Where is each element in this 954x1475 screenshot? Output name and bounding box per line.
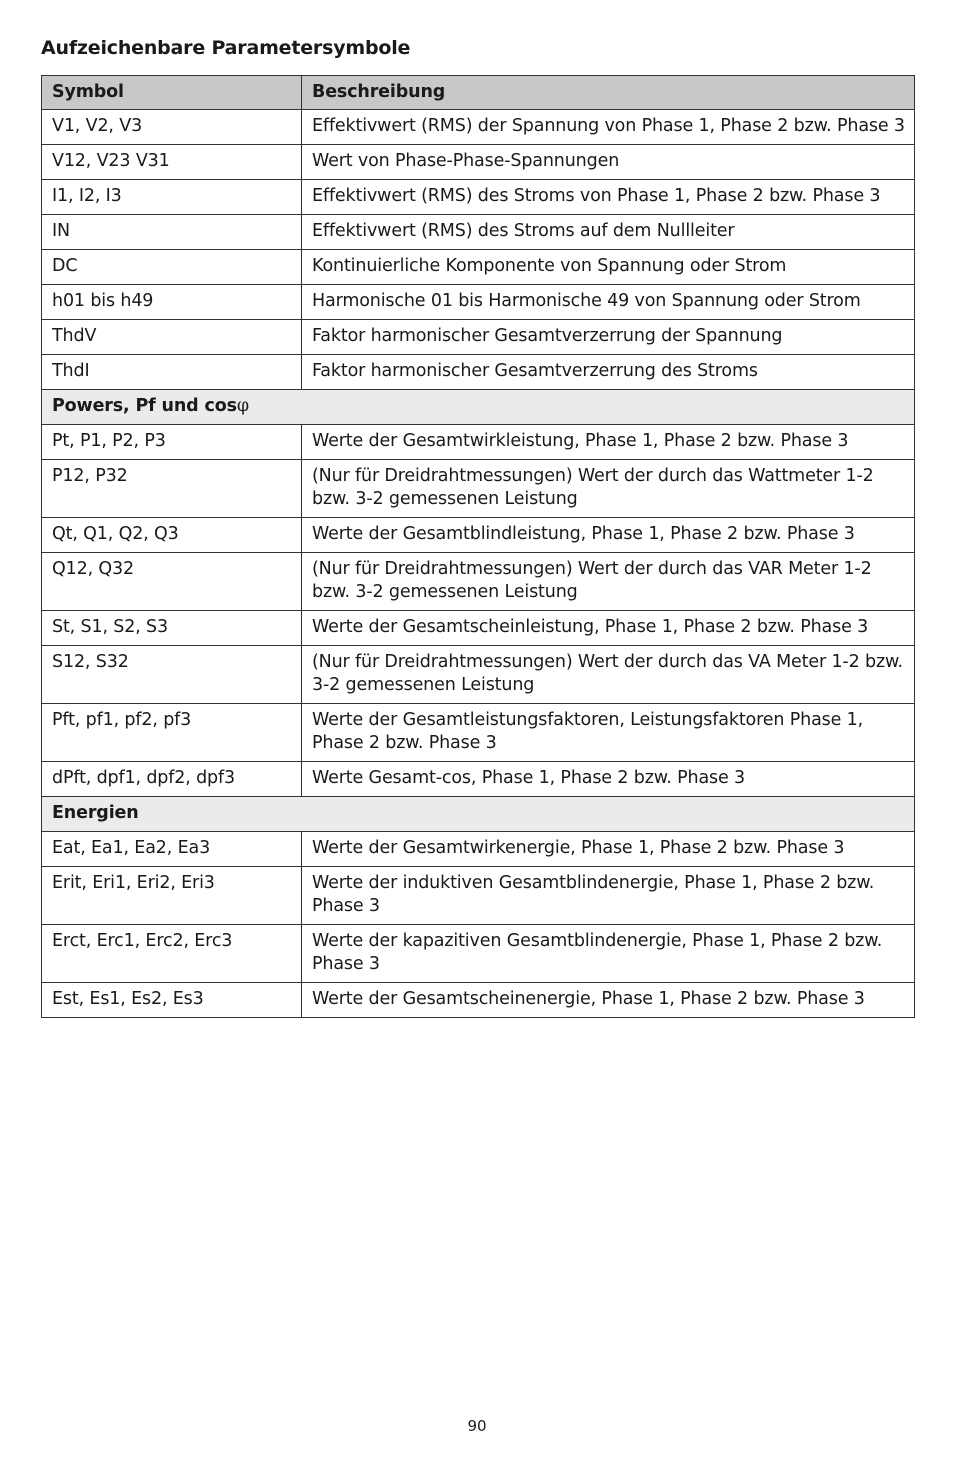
table-row [42, 925, 915, 983]
table-row [42, 285, 915, 320]
description-cell: Kontinuierliche Komponente von Spannung oder Strom [302, 250, 915, 285]
table-row [42, 518, 915, 553]
table-row [42, 460, 915, 518]
description-cell: Werte der Gesamtleistungsfaktoren, Leistungsfaktoren Phase 1, Phase 2 bzw. Phase 3 [302, 704, 915, 762]
description-cell: Effektivwert (RMS) des Stroms von Phase 1, Phase 2 bzw. Phase 3 [302, 180, 915, 215]
description-cell: Wert von Phase-Phase-Spannungen [302, 145, 915, 180]
symbol-cell: P12, P32 [42, 460, 302, 518]
description-cell: Werte der Gesamtblindleistung, Phase 1, Phase 2 bzw. Phase 3 [302, 518, 915, 553]
symbol-cell: Erct, Erc1, Erc2, Erc3 [42, 925, 302, 983]
description-cell: (Nur für Dreidrahtmessungen) Wert der durch das VA Meter 1-2 bzw. 3-2 gemessenen Leistung [302, 646, 915, 704]
table-row [42, 215, 915, 250]
description-cell: Werte der kapazitiven Gesamtblindenergie, Phase 1, Phase 2 bzw. Phase 3 [302, 925, 915, 983]
description-cell: Faktor harmonischer Gesamtverzerrung des Stroms [302, 355, 915, 390]
symbol-cell: Est, Es1, Es2, Es3 [42, 983, 302, 1018]
table-row [42, 867, 915, 925]
symbol-cell: ThdI [42, 355, 302, 390]
symbol-cell: St, S1, S2, S3 [42, 611, 302, 646]
table-row [42, 180, 915, 215]
table-row [42, 646, 915, 704]
symbol-cell: Pft, pf1, pf2, pf3 [42, 704, 302, 762]
section-label: Powers, Pf und cos [52, 396, 237, 416]
section-row-energies [42, 797, 915, 832]
symbol-cell: h01 bis h49 [42, 285, 302, 320]
table-row [42, 553, 915, 611]
description-cell: Werte der Gesamtscheinleistung, Phase 1, Phase 2 bzw. Phase 3 [302, 611, 915, 646]
symbol-cell: Qt, Q1, Q2, Q3 [42, 518, 302, 553]
page-number: 90 [467, 1417, 487, 1435]
table-header-row [42, 76, 915, 110]
description-cell: Werte der Gesamtwirkleistung, Phase 1, Phase 2 bzw. Phase 3 [302, 425, 915, 460]
header-symbol: Symbol [42, 76, 302, 110]
description-cell: Effektivwert (RMS) des Stroms auf dem Nullleiter [302, 215, 915, 250]
description-cell: Werte der Gesamtscheinenergie, Phase 1, Phase 2 bzw. Phase 3 [302, 983, 915, 1018]
symbol-cell: Erit, Eri1, Eri2, Eri3 [42, 867, 302, 925]
symbol-cell: IN [42, 215, 302, 250]
symbol-cell: I1, I2, I3 [42, 180, 302, 215]
section-heading-powers [42, 390, 915, 425]
symbol-cell: V1, V2, V3 [42, 110, 302, 145]
table-row [42, 983, 915, 1018]
symbol-cell: S12, S32 [42, 646, 302, 704]
description-cell: Faktor harmonischer Gesamtverzerrung der Spannung [302, 320, 915, 355]
description-cell: Harmonische 01 bis Harmonische 49 von Spannung oder Strom [302, 285, 915, 320]
description-cell: (Nur für Dreidrahtmessungen) Wert der durch das VAR Meter 1-2 bzw. 3-2 gemessenen Leistung [302, 553, 915, 611]
table-row [42, 320, 915, 355]
symbol-cell: V12, V23 V31 [42, 145, 302, 180]
symbol-cell: Q12, Q32 [42, 553, 302, 611]
section-heading-energies: Energien [42, 797, 915, 832]
description-cell: Werte Gesamt-cos, Phase 1, Phase 2 bzw. Phase 3 [302, 762, 915, 797]
symbol-cell: DC [42, 250, 302, 285]
table-row [42, 611, 915, 646]
table-row [42, 762, 915, 797]
table-row [42, 832, 915, 867]
table-row [42, 250, 915, 285]
table-row [42, 355, 915, 390]
table-row [42, 145, 915, 180]
page-title: Aufzeichenbare Parametersymbole [41, 37, 411, 59]
phi-symbol: φ [236, 396, 249, 416]
description-cell: Effektivwert (RMS) der Spannung von Phase 1, Phase 2 bzw. Phase 3 [302, 110, 915, 145]
table-row [42, 425, 915, 460]
description-cell: Werte der Gesamtwirkenergie, Phase 1, Phase 2 bzw. Phase 3 [302, 832, 915, 867]
table-row [42, 110, 915, 145]
symbol-cell: Pt, P1, P2, P3 [42, 425, 302, 460]
description-cell: Werte der induktiven Gesamtblindenergie, Phase 1, Phase 2 bzw. Phase 3 [302, 867, 915, 925]
header-description: Beschreibung [302, 76, 915, 110]
parameter-symbol-table [41, 75, 915, 1018]
symbol-cell: ThdV [42, 320, 302, 355]
description-cell: (Nur für Dreidrahtmessungen) Wert der durch das Wattmeter 1-2 bzw. 3-2 gemessenen Leistung [302, 460, 915, 518]
symbol-cell: Eat, Ea1, Ea2, Ea3 [42, 832, 302, 867]
symbol-cell: dPft, dpf1, dpf2, dpf3 [42, 762, 302, 797]
section-row-powers [42, 390, 915, 425]
table-row [42, 704, 915, 762]
